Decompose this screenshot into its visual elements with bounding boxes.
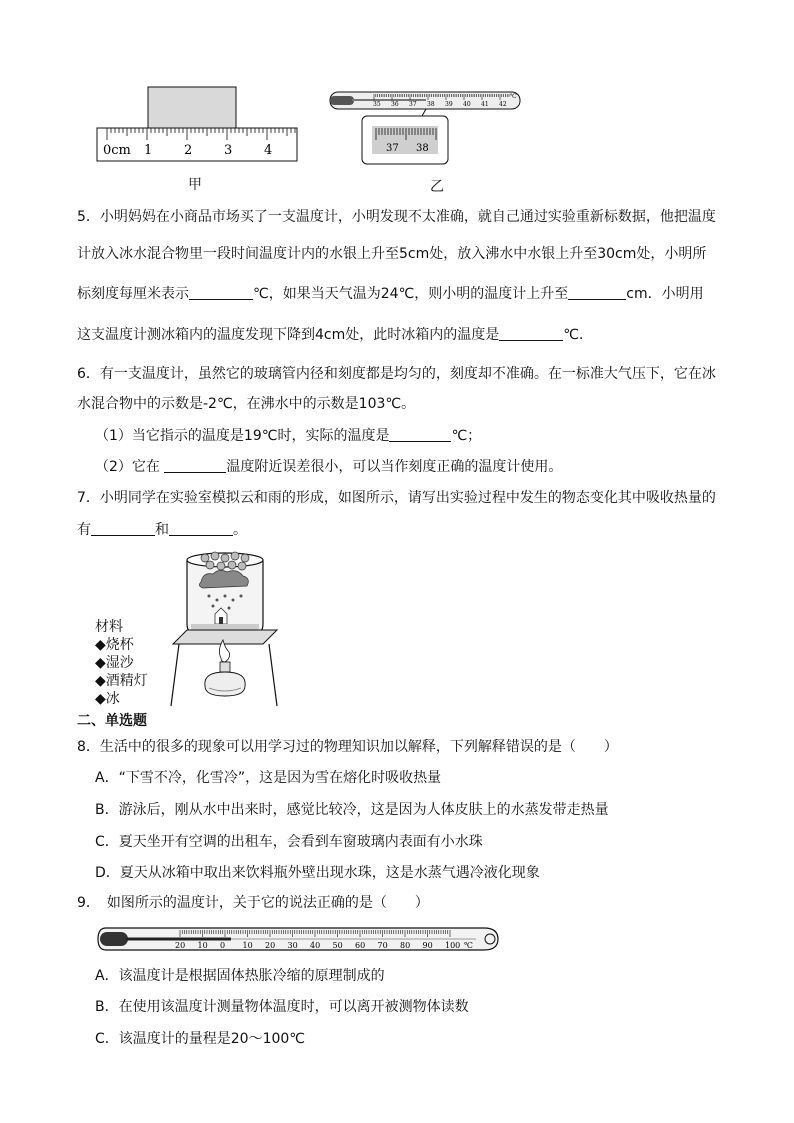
- q8-option-c[interactable]: C．夏天坐开有空调的出租车，会看到车窗玻璃内表面有小水珠: [95, 834, 483, 850]
- q9-option-c[interactable]: C．该温度计的量程是20～100℃: [95, 1031, 306, 1047]
- thermo-scale-42: 42: [499, 101, 507, 108]
- q6-sub-2: [95, 457, 562, 477]
- lab-thermo-label: 20: [265, 941, 276, 950]
- q8-stem: 8．生活中的很多的现象可以用学习过的物理知识加以解释，下列解释错误的是（ ）: [77, 739, 618, 755]
- q7-text-2c: 。: [233, 522, 247, 538]
- q5-text-2: 计放入冰水混合物里一段时间温度计内的水银上升至5cm处，放入沸水中水银上升至30cm处，小明所: [77, 246, 707, 262]
- q8-option-b[interactable]: B．游泳后，刚从水中出来时，感觉比较冷，这是因为人体皮肤上的水蒸发带走热量: [95, 802, 609, 818]
- q7-text-2b: 和: [155, 522, 169, 538]
- thermo-scale-37: 37: [409, 101, 417, 108]
- ruler-label-4: 4: [264, 143, 273, 158]
- q5-text-3c: cm．小明用: [626, 286, 704, 302]
- materials-title: 材料: [95, 619, 123, 635]
- thermo-scale-39: 39: [445, 101, 453, 108]
- lab-thermo-label: 10: [242, 941, 253, 950]
- q7-text-1: 7．小明同学在实验室模拟云和雨的形成，如图所示，请写出实验过程中发生的物态变化其中吸收热量的: [77, 490, 716, 506]
- lab-thermo-label: 0: [220, 941, 226, 950]
- thermo-caption: 乙: [430, 179, 444, 195]
- lab-thermo-label: 30: [287, 941, 298, 950]
- lab-thermo-label: 20: [175, 941, 186, 950]
- q6-text-2: 水混合物中的示数是-2℃，在沸水中的示数是103℃。: [77, 396, 416, 412]
- material-ice: ◆冰: [95, 691, 120, 707]
- q5-text-3b: ℃，如果当天气温为24℃，则小明的温度计上升至: [253, 286, 569, 302]
- material-beaker: ◆烧杯: [95, 637, 134, 653]
- q7-blank-1[interactable]: [91, 521, 155, 536]
- q7-line-2: [77, 520, 247, 540]
- q6-sub1-text-a: （1）当它指示的温度是19℃时，实际的温度是: [95, 428, 390, 444]
- lab-thermo-label: 50: [332, 941, 343, 950]
- lab-thermo-label: 100: [445, 941, 461, 950]
- section-title-single-choice: 二、单选题: [77, 713, 147, 729]
- q5-line-3: [77, 284, 704, 304]
- cloud-rain-apparatus: [165, 546, 285, 708]
- ruler-label-2: 2: [184, 143, 193, 158]
- thermo-scale-38: 38: [427, 101, 435, 108]
- lab-thermo-label: 40: [310, 941, 321, 950]
- lab-thermo-label: 70: [377, 941, 388, 950]
- q6-sub-1: [95, 426, 481, 446]
- ruler-label-3: 3: [224, 143, 233, 158]
- q5-text-1: 5．小明妈妈在小商品市场买了一支温度计，小明发现不太准确，就自己通过实验重新标数据，他把温度: [77, 209, 716, 225]
- thermo-zoom-37: 37: [386, 143, 399, 154]
- thermo-unit: ℃: [510, 93, 517, 100]
- lab-thermo-label: 90: [422, 941, 433, 950]
- q9-option-a[interactable]: A．该温度计是根据固体热胀冷缩的原理制成的: [95, 968, 385, 984]
- thermo-scale-40: 40: [463, 101, 471, 108]
- thermo-zoom-38: 38: [416, 143, 429, 154]
- lab-thermo-label: 10: [197, 941, 208, 950]
- ruler-label-1: 1: [144, 143, 153, 158]
- q6-line-1: [77, 364, 716, 384]
- q5-text-4b: ℃．: [563, 327, 593, 343]
- lab-thermo-label: 60: [355, 941, 366, 950]
- material-wet-sand: ◆湿沙: [95, 655, 134, 671]
- ruler-label-0: 0cm: [103, 143, 131, 158]
- q6-sub1-text-b: ℃；: [451, 428, 482, 444]
- q6-sub2-text-b: 温度附近误差很小，可以当作刻度正确的温度计使用。: [226, 459, 563, 475]
- q6-blank-2[interactable]: [164, 458, 226, 473]
- q9-stem: 9． 如图所示的温度计，关于它的说法正确的是（ ）: [77, 895, 429, 911]
- block: [148, 87, 236, 129]
- q7-blank-2[interactable]: [169, 521, 233, 536]
- lab-thermometer-figure: [96, 924, 504, 954]
- material-alcohol-lamp: ◆酒精灯: [95, 673, 148, 689]
- q5-text-3a: 标刻度每厘米表示: [77, 286, 189, 302]
- clinical-thermometer-figure: [326, 84, 526, 168]
- ruler-figure: [95, 84, 300, 164]
- q8-option-a[interactable]: A．“下雪不冷，化雪冷”，这是因为雪在熔化时吸收热量: [95, 770, 442, 786]
- q5-line-4: [77, 325, 593, 345]
- materials-list: [95, 618, 148, 708]
- q8-option-d[interactable]: D．夏天从冰箱中取出来饮料瓶外壁出现水珠，这是水蒸气遇冷液化现象: [95, 865, 540, 881]
- q5-blank-3[interactable]: [499, 326, 563, 341]
- thermo-scale-35: 35: [373, 101, 381, 108]
- q7-text-2a: 有: [77, 522, 91, 538]
- lab-thermo-label: 80: [400, 941, 411, 950]
- thermo-scale-36: 36: [391, 101, 399, 108]
- q5-line-1: [77, 207, 716, 227]
- thermo-scale-41: 41: [481, 101, 489, 108]
- q5-blank-2[interactable]: [568, 285, 626, 300]
- lab-thermo-unit: ℃: [464, 941, 473, 950]
- q9-option-b[interactable]: B．在使用该温度计测量物体温度时，可以离开被测物体读数: [95, 999, 469, 1015]
- q6-text-1: 6．有一支温度计，虽然它的玻璃管内径和刻度都是均匀的，刻度却不准确。在一标准大气压下，它在冰: [77, 366, 716, 382]
- ruler-caption: 甲: [188, 177, 202, 193]
- q5-line-2: [77, 244, 706, 264]
- q6-sub2-text-a: （2）它在: [95, 459, 160, 475]
- q6-blank-1[interactable]: [389, 427, 451, 442]
- q6-line-2: [77, 394, 415, 414]
- q5-text-4a: 这支温度计测冰箱内的温度发现下降到4cm处，此时冰箱内的温度是: [77, 327, 500, 343]
- q7-line-1: [77, 488, 716, 508]
- q5-blank-1[interactable]: [189, 285, 253, 300]
